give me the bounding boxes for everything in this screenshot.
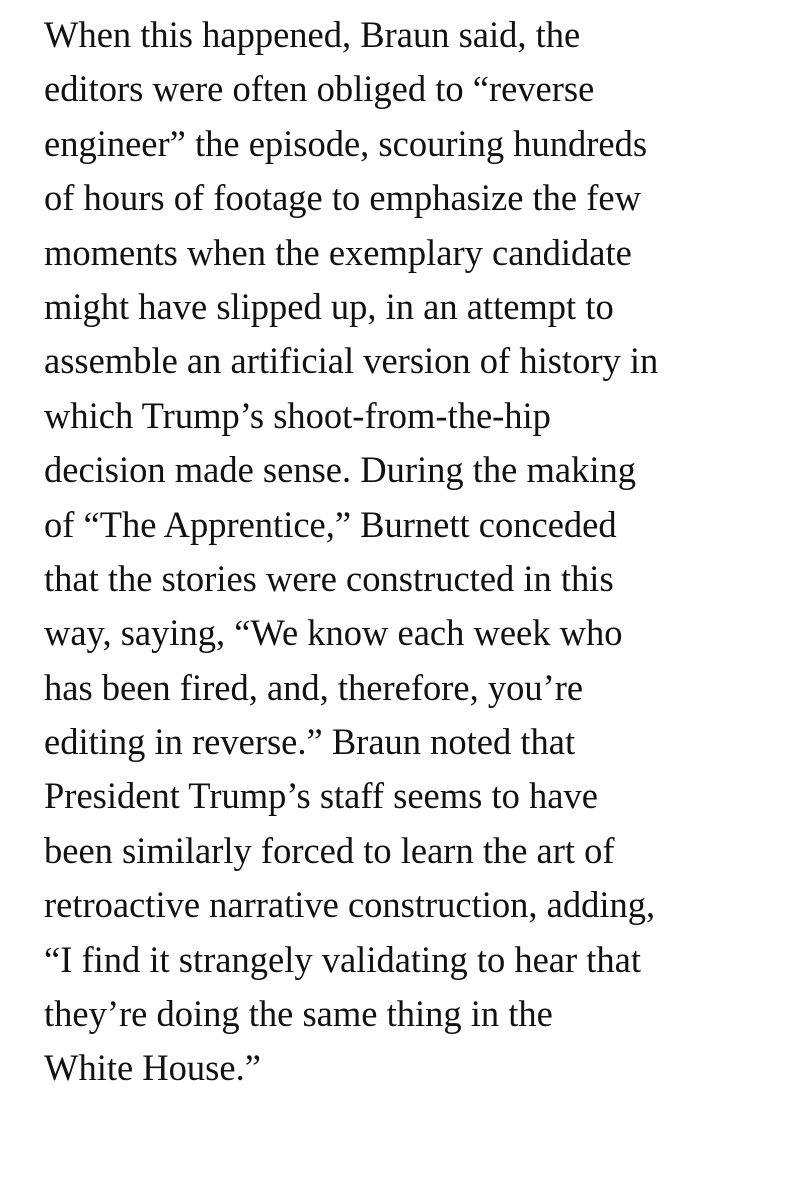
paragraph-line: way, saying, “We know each week who xyxy=(44,612,623,654)
paragraph-line: of “The Apprentice,” Burnett conceded xyxy=(44,503,617,545)
paragraph-line: When this happened, Braun said, the xyxy=(44,14,581,55)
paragraph-line: they’re doing the same thing in the xyxy=(44,993,553,1035)
paragraph-line: decision made sense. During the making xyxy=(44,449,636,491)
paragraph-line: engineer” the episode, scouring hundreds xyxy=(44,122,648,164)
article-paragraph xyxy=(44,8,784,1096)
paragraph-line: been similarly forced to learn the art of xyxy=(44,829,615,871)
paragraph-line: editing in reverse.” Braun noted that xyxy=(44,721,576,763)
paragraph-line: moments when the exemplary candidate xyxy=(44,231,632,273)
paragraph-line: that the stories were constructed in this xyxy=(44,557,614,599)
paragraph-line: retroactive narrative construction, adding, xyxy=(44,884,656,926)
paragraph-line: assemble an artificial version of history in xyxy=(44,340,659,382)
paragraph-line: President Trump’s staff seems to have xyxy=(44,775,598,817)
paragraph-line: of hours of footage to emphasize the few xyxy=(44,177,641,219)
paragraph-line: White House.” xyxy=(44,1047,261,1089)
paragraph-line: editors were often obliged to “reverse xyxy=(44,68,595,110)
paragraph-line: has been fired, and, therefore, you’re xyxy=(44,666,584,708)
paragraph-line: might have slipped up, in an attempt to xyxy=(44,285,614,327)
paragraph-line: which Trump’s shoot-from-the-hip xyxy=(44,394,551,436)
paragraph-line: “I find it strangely validating to hear that xyxy=(44,938,641,980)
